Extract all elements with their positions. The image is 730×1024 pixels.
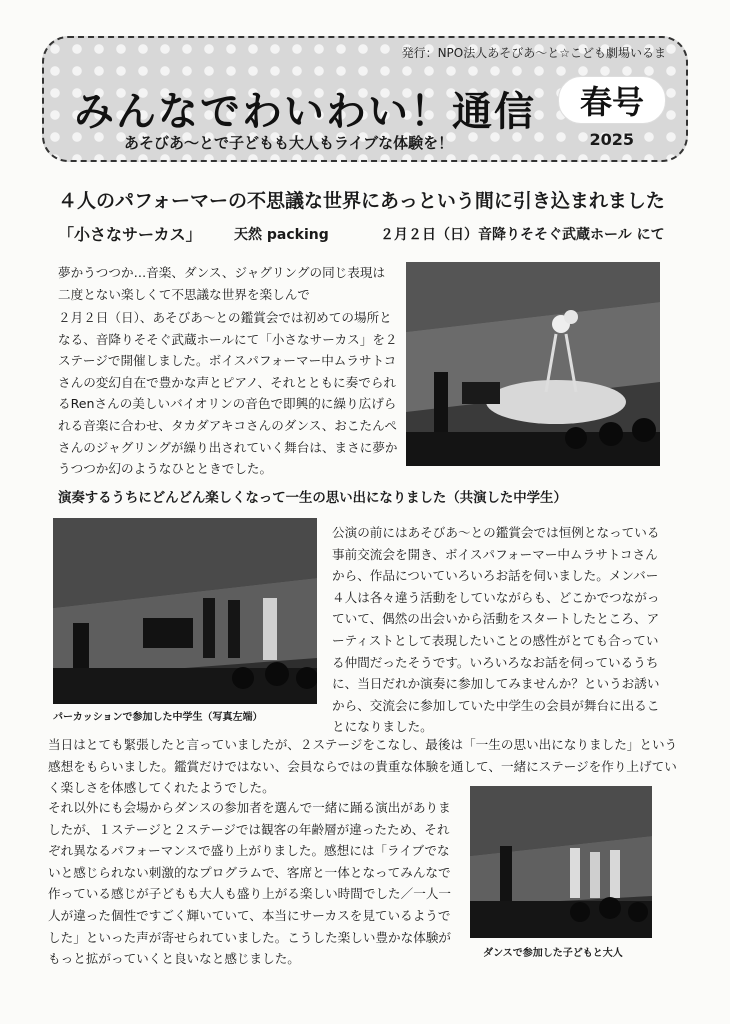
- publisher-line: 発行：NPO法人あそびあ～と☆こども劇場いるま: [401, 46, 666, 60]
- stage-photo-2: [53, 518, 317, 704]
- stage-photo-3: [470, 786, 652, 938]
- newsletter-title: みんなでわいわい！通信: [74, 89, 536, 135]
- newsletter-subtitle: あそびあ～とで子どもも大人もライブな体験を！: [124, 134, 454, 152]
- event-title: 「小さなサーカス」: [58, 225, 202, 244]
- issue-year: 2025: [589, 130, 634, 149]
- newsletter-header: [42, 36, 688, 162]
- body-paragraph-3: 当日はとても緊張したと言っていましたが、２ステージをこなし、最後は「一生の思い出になりました」という感想をもらいました。鑑賞だけではない、会員ならではの貴重な体験を通して、一緒にステージを作り上げていく楽しさを体感してくれたようでした。: [48, 737, 678, 796]
- body-paragraph-4: それ以外にも会場からダンスの参加者を選んで一緒に踊る演出がありましたが、１ステージと２ステージでは観客の年齢層が違ったため、それぞれ異なるパフォーマンスで盛り上がりました。感想には「ライブでないと感じられない刺激的なプログラムで、客席と一体となってみんなで作っている感じが子どもも大人も盛り上がる楽しい時間でした／一人一人が違った個性ですごく輝いていて、本当にサーカスを見ているようでした」といった声が寄せられていました。こうした楽しい豊かな体験がもっと拡がっていくと良いなと感じました。: [48, 800, 451, 967]
- photo-caption-2: パーカッションで参加した中学生（写真左端）: [53, 712, 263, 723]
- season-badge: 春号: [558, 76, 666, 124]
- article-headline: ４人のパフォーマーの不思議な世界にあっという間に引き込まれました: [58, 190, 665, 212]
- event-date-venue: ２月２日（日）音降りそそぐ武蔵ホール にて: [380, 227, 665, 243]
- stage-photo-1: [406, 262, 660, 466]
- section-subhead: 演奏するうちにどんどん楽しくなって一生の思い出になりました（共演した中学生）: [58, 491, 567, 506]
- body-paragraph-1: ２月２日（日）、あそびあ～との鑑賞会では初めての場所となる、音降りそそぐ武蔵ホールにて「小さなサーカス」を２ステージで開催しました。ボイスパフォーマー中ムラサトコさんの変幻自在で豊かな声とピアノ、それとともに奏でられるRenさんの美しいバイオリンの音色で即興的に繰り広げられる音楽に合わせ、タカダアキコさんのダンス、おこたんぺさんのジャグリングが繰り出されていく舞台は、まさに夢かうつつか幻のようなひとときでした。: [58, 310, 398, 477]
- photo-caption-3: ダンスで参加した子どもと大人: [483, 948, 623, 959]
- body-paragraph-2: 公演の前にはあそびあ～との鑑賞会では恒例となっている事前交流会を開き、ボイスパフォーマー中ムラサトコさんから、作品についていろいろお話を伺いました。メンバー４人は各々違う活動をしていながらも、どこかでつながっていて、偶然の出会いから活動をスタートしたところ、アーティストとして表現したいことの感性がとても合っている仲間だったそうです。いろいろなお話を伺っているうちに、当日だれか演奏に参加してみませんか？というお誘いから、交流会に参加していた中学生の会員が舞台に出ることになりました。: [332, 525, 660, 735]
- lead-text: 夢かうつつか…音楽、ダンス、ジャグリングの同じ表現は二度とない楽しくて不思議な世界を楽しんで: [58, 265, 386, 302]
- performer-name: 天然 packing: [234, 227, 329, 243]
